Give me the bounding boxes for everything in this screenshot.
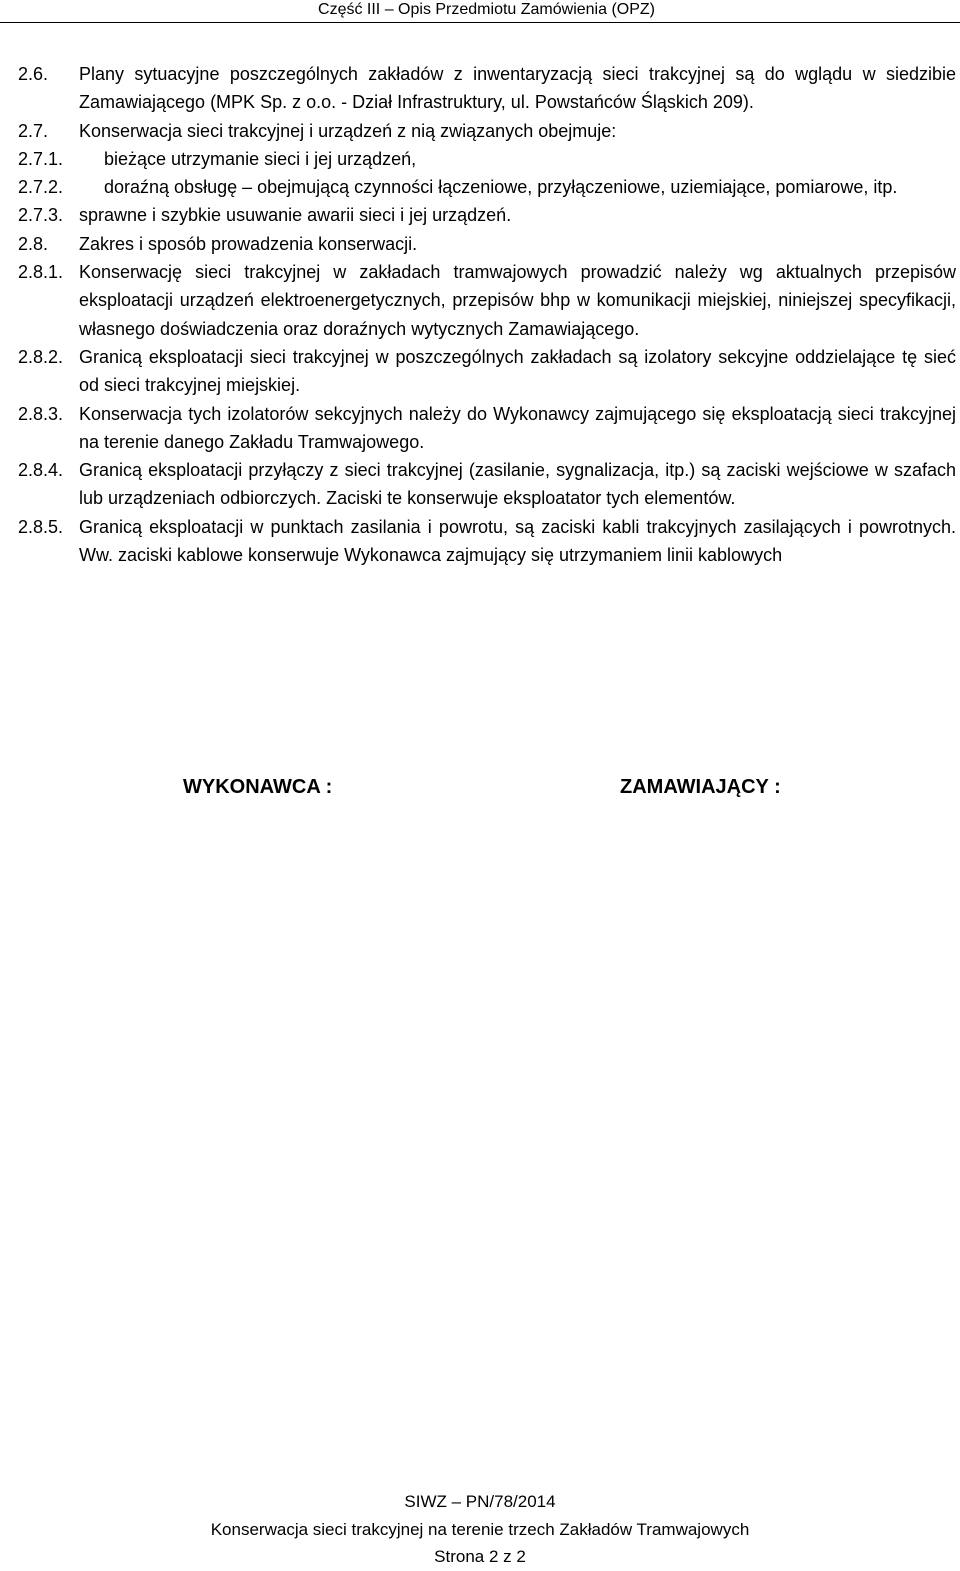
section-text: Plany sytuacyjne poszczególnych zakładów z inwentaryzacją sieci trakcyjnej są do wglądu w siedzibie Zamawiającego (MPK Sp. z o.o. - Dział Infrastruktury, ul. Powstańców Śląskich 209). <box>79 64 956 113</box>
section-number: 2.7.1. <box>18 148 64 169</box>
document-body <box>18 60 956 569</box>
section-2-7-1 <box>18 145 956 173</box>
section-number: 2.7. <box>18 120 49 141</box>
section-number: 2.7.3. <box>18 205 64 226</box>
client-signature-label: ZAMAWIAJĄCY : <box>620 776 781 798</box>
tender-reference: SIWZ – PN/78/2014 <box>404 1492 556 1511</box>
section-text: Konserwacja sieci trakcyjnej i urządzeń z nią związanych obejmuje: <box>79 120 617 141</box>
section-2-8-1 <box>18 258 956 343</box>
section-text: Granicą eksploatacji w punktach zasilania i powrotu, są zaciski kabli trakcyjnych zasilających i powrotnych. Ww. zaciski kablowe konserwuje Wykonawca zajmujący się utrzymaniem linii kablowych <box>79 516 956 566</box>
section-2-7-3 <box>18 201 956 229</box>
section-2-8-3 <box>18 400 956 457</box>
page-header <box>0 0 960 22</box>
page-footer <box>0 1488 960 1571</box>
section-text: bieżące utrzymanie sieci i jej urządzeń, <box>104 148 417 169</box>
signature-block <box>0 776 960 812</box>
section-number: 2.8.1. <box>18 262 64 283</box>
section-number: 2.7.2. <box>18 177 64 198</box>
section-number: 2.8.3. <box>18 403 64 424</box>
document-part-title: Część III – Opis Przedmiotu Zamówienia (OPZ) <box>318 1 655 18</box>
section-2-8 <box>18 230 956 258</box>
section-number: 2.8. <box>18 233 49 254</box>
tender-subject: Konserwacja sieci trakcyjnej na terenie trzech Zakładów Tramwajowych <box>210 1519 750 1539</box>
page-number: Strona 2 z 2 <box>434 1547 526 1566</box>
section-2-6 <box>18 60 956 117</box>
section-number: 2.6. <box>18 64 49 84</box>
section-2-8-2 <box>18 343 956 400</box>
section-text: Konserwację sieci trakcyjnej w zakładach tramwajowych prowadzić należy wg aktualnych przepisów eksploatacji urządzeń elektroenergetycznych, przepisów bhp w komunikacji miejskiej, niniejszej specyfikacji, własnego doświadczenia oraz doraźnych wytycznych Zamawiającego. <box>79 262 956 339</box>
section-text: Granicą eksploatacji sieci trakcyjnej w poszczególnych zakładach są izolatory sekcyjne oddzielające tę sieć od sieci trakcyjnej miejskiej. <box>79 346 956 396</box>
section-number: 2.8.5. <box>18 516 64 537</box>
section-text: sprawne i szybkie usuwanie awarii sieci i jej urządzeń. <box>79 205 512 226</box>
section-number: 2.8.2. <box>18 346 64 367</box>
section-2-8-5 <box>18 513 956 570</box>
contractor-signature-label: WYKONAWCA : <box>183 776 333 798</box>
section-text: Konserwacja tych izolatorów sekcyjnych należy do Wykonawcy zajmującego się eksploatacją sieci trakcyjnej na terenie danego Zakładu Tramwajowego. <box>79 403 956 452</box>
section-2-7-2 <box>18 173 956 201</box>
section-number: 2.8.4. <box>18 460 64 481</box>
section-text: doraźną obsługę – obejmującą czynności łączeniowe, przyłączeniowe, uziemiające, pomiarowe, itp. <box>104 177 898 198</box>
section-2-8-4 <box>18 456 956 513</box>
header-divider <box>0 22 960 23</box>
section-text: Zakres i sposób prowadzenia konserwacji. <box>79 233 418 254</box>
section-2-7 <box>18 117 956 145</box>
section-text: Granicą eksploatacji przyłączy z sieci trakcyjnej (zasilanie, sygnalizacja, itp.) są zaciski wejściowe w szafach lub urządzeniach odbiorczych. Zaciski te konserwuje eksploatator tych elementów. <box>79 460 956 509</box>
